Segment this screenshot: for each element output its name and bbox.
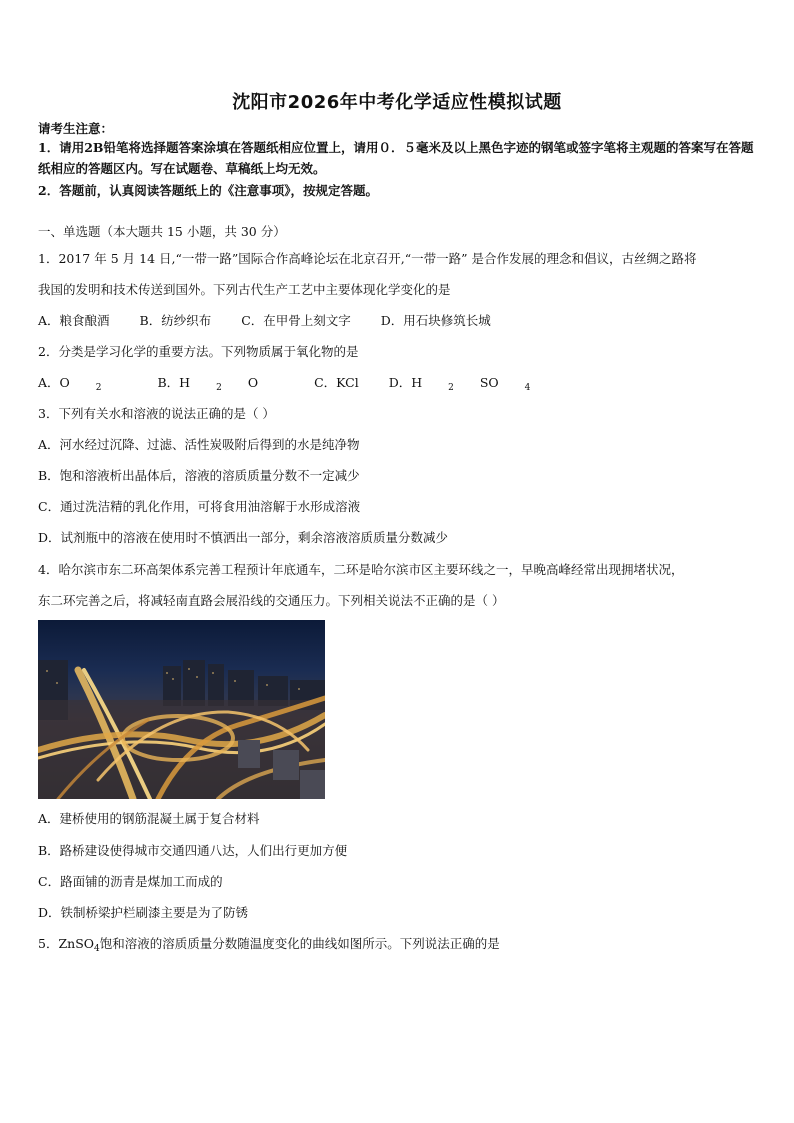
interchange-illustration	[38, 620, 325, 799]
q4-stem-line-2: 东二环完善之后，将减轻南直路会展沿线的交通压力。下列相关说法不正确的是（ ）	[38, 593, 505, 608]
q1-stem-line-1: 1．2017 年 5 月 14 日,“一带一路”国际合作高峰论坛在北京召开,“一带一路” 是合作发展的理念和倡议，古丝绸之路将	[38, 251, 697, 266]
q3-option-a: A．河水经过沉降、过滤、活性炭吸附后得到的水是纯净物	[38, 437, 360, 452]
notice-item-2: 2．答题前，认真阅读答题纸上的《注意事项》，按规定答题。	[38, 183, 378, 198]
q2-option-d: D．H $_2$ SO $_4$	[388, 375, 531, 393]
q3-stem: 3．下列有关水和溶液的说法正确的是（ ）	[38, 406, 275, 421]
q2-option-b: B．H $_2$ O	[157, 375, 259, 393]
q4-option-a: A．建桥使用的钢筋混凝土属于复合材料	[38, 811, 260, 826]
q3-option-b: B．饱和溶液析出晶体后，溶液的溶质质量分数不一定减少	[38, 468, 360, 483]
q4-option-d: D．铁制桥梁护栏刷漆主要是为了防锈	[38, 905, 249, 920]
q4-option-b: B．路桥建设使得城市交通四通八达，人们出行更加方便	[38, 843, 348, 858]
q4-option-c: C．路面铺的沥青是煤加工而成的	[38, 874, 223, 889]
page-title: 沈阳市2026年中考化学适应性模拟试题	[232, 92, 562, 113]
q2-option-a: A．O $_2$	[38, 375, 102, 393]
section-heading: 一、单选题（本大题共 15 小题，共 30 分）	[38, 224, 286, 239]
q3-option-d: D．试剂瓶中的溶液在使用时不慎洒出一部分，剩余溶液溶质质量分数减少	[38, 530, 449, 545]
q1-option-b: B．纺纱织布	[139, 313, 212, 328]
q4-stem-line-1: 4．哈尔滨市东二环高架体系完善工程预计年底通车，二环是哈尔滨市区主要环线之一，早晚高峰经常出现拥堵状况，	[38, 562, 684, 577]
q1-option-a: A．粮食酿酒	[38, 313, 110, 328]
q1-stem-line-2: 我国的发明和技术传送到国外。下列古代生产工艺中主要体现化学变化的是	[38, 282, 451, 297]
q1-options	[38, 313, 517, 329]
q2-options	[38, 375, 582, 396]
q2-stem: 2．分类是学习化学的重要方法。下列物质属于氧化物的是	[38, 344, 359, 359]
highway-night-photo	[38, 620, 325, 799]
q1-option-c: C．在甲骨上刻文字	[241, 313, 351, 328]
q3-option-c: C．通过洗洁精的乳化作用，可将食用油溶解于水形成溶液	[38, 499, 361, 514]
notice-heading: 请考生注意：	[38, 121, 114, 136]
q2-option-c: C．KCl	[314, 375, 359, 390]
q1-option-d: D．用石块修筑长城	[380, 313, 491, 328]
q5-stem: 5．ZnSO$_4$饱和溶液的溶质质量分数随温度变化的曲线如图所示。下列说法正确的是	[38, 936, 500, 954]
notice-item-1: 1．请用2B铅笔将选择题答案涂填在答题纸相应位置上，请用０．５毫米及以上黑色字迹的钢笔或签字笔将主观题的答案写在答题纸相应的答题区内。写在试题卷、草稿纸上均无效。	[38, 140, 754, 176]
